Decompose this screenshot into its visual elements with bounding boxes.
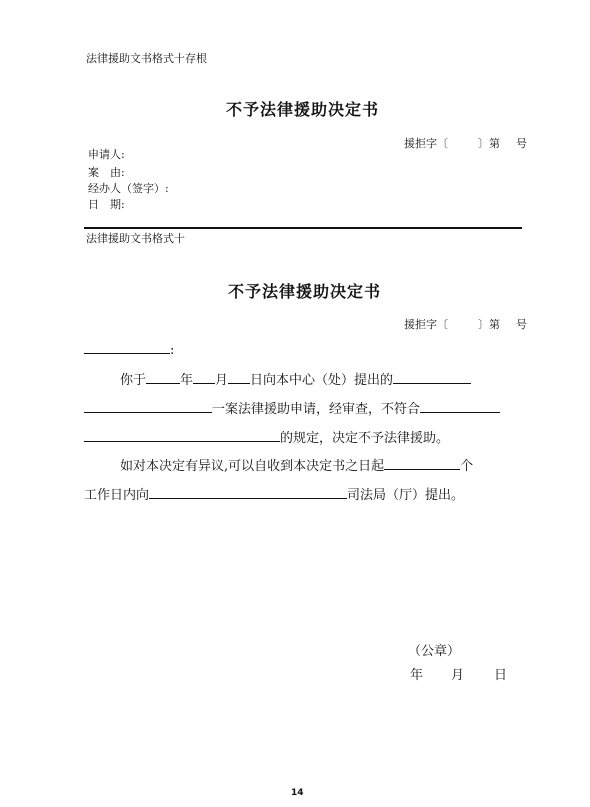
addressee-blank[interactable] <box>84 340 170 354</box>
stub-docno-mid: 〕第 <box>478 137 500 150</box>
p2-text-a: 一案法律援助申请，经审查，不符合 <box>212 402 421 417</box>
case-blank-2[interactable] <box>84 399 212 413</box>
day-blank[interactable] <box>228 370 250 384</box>
stub-field-handler: 经办人（签字）: <box>88 182 169 195</box>
main-docno-suffix: 号 <box>516 318 527 331</box>
days-blank[interactable] <box>384 456 460 470</box>
p1-text-d: 日向本中心（处）提出的 <box>250 373 394 388</box>
main-docno <box>404 316 527 332</box>
case-blank-1[interactable] <box>393 370 471 384</box>
stub-docno-prefix: 援拒字〔 <box>404 137 448 150</box>
para-line-5 <box>84 484 464 503</box>
bureau-blank[interactable] <box>149 485 347 499</box>
sign-date <box>410 664 507 683</box>
main-docno-mid: 〕第 <box>478 318 500 331</box>
para-line-2 <box>84 398 500 417</box>
stub-header: 法律援助文书格式十存根 <box>86 52 207 65</box>
p4-text-a: 如对本决定有异议,可以自收到本决定书之日起 <box>120 459 385 474</box>
p1-text-a: 你于 <box>120 373 147 388</box>
date-day: 日 <box>494 668 508 683</box>
addressee-colon: : <box>170 343 175 358</box>
para-line-1 <box>120 369 471 388</box>
stub-title: 不予法律援助决定书 <box>226 100 380 119</box>
stub-field-applicant: 申请人: <box>88 148 125 161</box>
main-docno-prefix: 援拒字〔 <box>404 318 448 331</box>
addressee-line <box>84 340 174 358</box>
p1-text-b: 年 <box>180 373 194 388</box>
stub-docno-suffix: 号 <box>516 137 527 150</box>
month-blank[interactable] <box>193 370 215 384</box>
p5-text-a: 工作日内向 <box>84 488 150 503</box>
main-header: 法律援助文书格式十 <box>86 232 185 245</box>
official-seal: （公章） <box>408 644 461 659</box>
year-blank[interactable] <box>146 370 180 384</box>
date-year: 年 <box>410 668 424 683</box>
p5-text-b: 司法局（厅）提出。 <box>347 488 465 503</box>
rule-blank-2[interactable] <box>84 428 280 442</box>
stub-field-date: 日 期: <box>88 198 125 211</box>
page-number: 14 <box>291 788 304 798</box>
date-month: 月 <box>451 668 465 683</box>
p3-text-a: 的规定，决定不予法律援助。 <box>280 431 450 446</box>
para-line-4 <box>120 455 473 474</box>
main-title: 不予法律援助决定书 <box>228 282 382 301</box>
rule-blank-1[interactable] <box>420 399 500 413</box>
p1-text-c: 月 <box>215 373 229 388</box>
stub-field-case: 案 由: <box>88 166 125 179</box>
p4-text-b: 个 <box>460 459 474 474</box>
stub-docno <box>404 135 527 151</box>
para-line-3 <box>84 427 449 446</box>
cut-line <box>84 227 522 229</box>
